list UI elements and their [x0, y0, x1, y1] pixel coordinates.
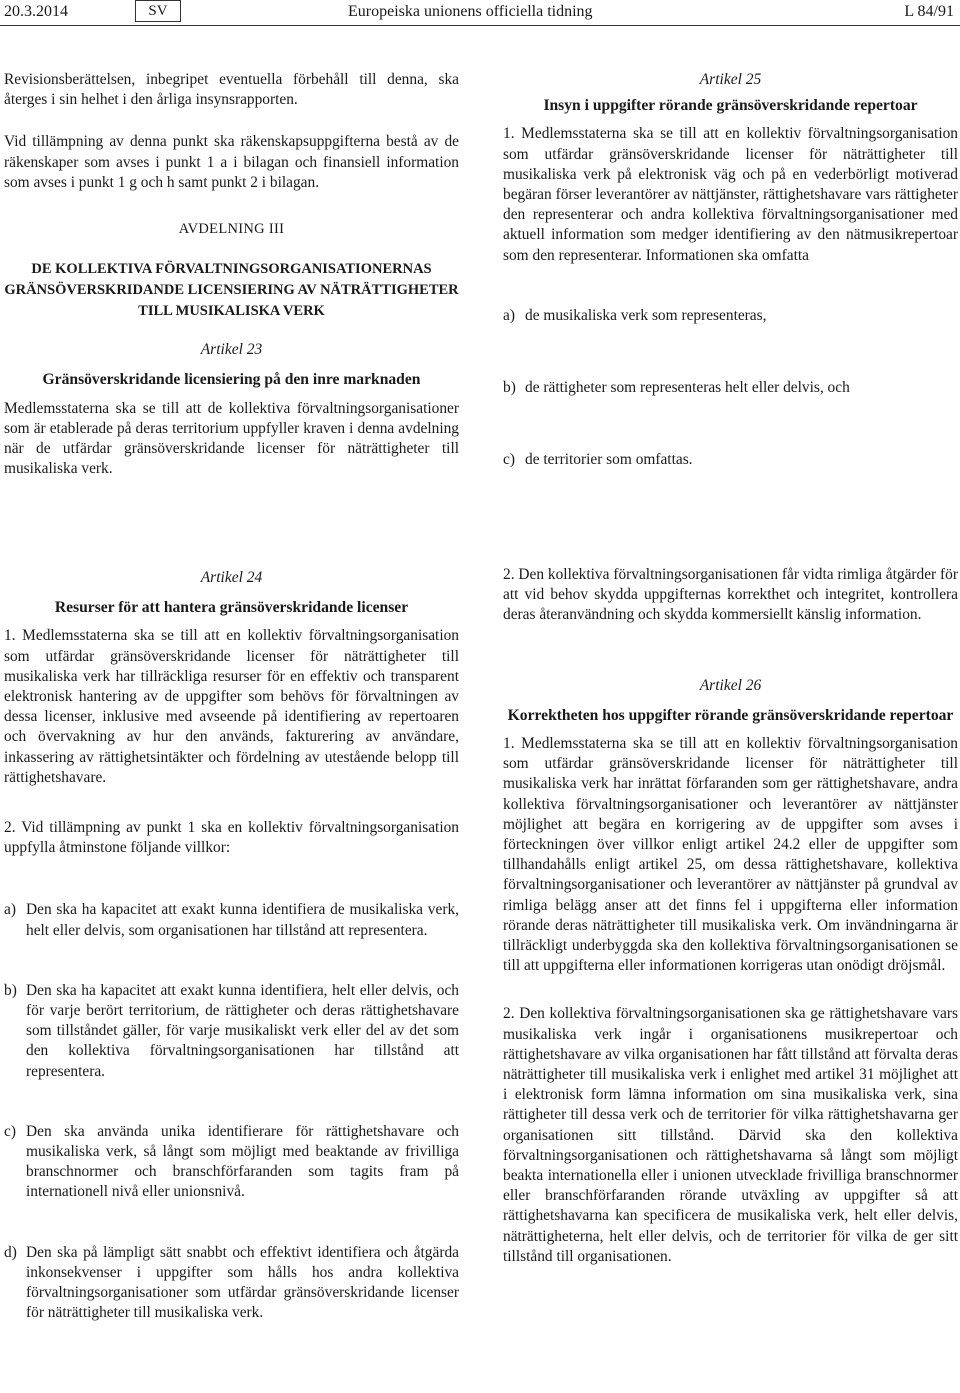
- article-title: Korrektheten hos uppgifter rörande gränsöverskridande repertoar: [507, 706, 954, 724]
- list-key: b): [503, 379, 516, 397]
- paragraph: Medlemsstaterna ska se till att de kollektiva förvaltningsorganisationer som är etablerade på deras territorium uppfyller kraven i denna avdelning när de utfärdar gränsöverskridande licenser för näträttigheter till musikaliska verk.: [4, 399, 459, 478]
- list-key: a): [503, 306, 515, 324]
- right-top-block: [503, 70, 958, 470]
- section-title: DE KOLLEKTIVA FÖRVALTNINGSORGANISATIONERNAS GRÄNSÖVERSKRIDANDE LICENSIERING AV NÄTRÄTTIGHETER TILL MUSIKALISKA VERK: [4, 261, 459, 320]
- paragraph: 1. Medlemsstaterna ska se till att en kollektiv förvaltningsorganisation som utfärdar gränsöverskridande licenser för näträttigheter till musikaliska verk på elektronisk väg och på en vederbörligt motiverad begäran förser leverantörer av nättjänster, rättighetshavare vars rättigheter den representerar och andra kollektiva förvaltningsorganisationer med aktuell information som medger identifiering av den nätmusikrepertoar som den representerar. Informationen ska omfatta: [503, 125, 958, 264]
- list-key: d): [4, 1243, 17, 1261]
- paragraph: Vid tillämpning av denna punkt ska räkenskapsuppgifterna bestå av de räkenskaper som avses i punkt 1 a i bilagan och finansiell information som avses i punkt 1 g och h samt punkt 2 i bilagan.: [4, 133, 459, 191]
- list-item: [503, 378, 958, 398]
- list-item: [4, 1122, 459, 1203]
- list-key: b): [4, 981, 17, 999]
- article-title: Resurser för att hantera gränsöverskridande licenser: [54, 599, 409, 617]
- list-text: Den ska ha kapacitet att exakt kunna identifiera de musikaliska verk, helt eller delvis, som organisationen har tillstånd att representera.: [26, 901, 459, 939]
- list-item: [503, 306, 958, 326]
- list-text: Den ska ha kapacitet att exakt kunna identifiera, helt eller delvis, och för varje berört territorium, de rättigheter och deras rättighetshavare som tillståndet gäller, för varje musikaliskt verk eller del av det som den kollektiva förvaltningsorganisationen har tillstånd att representera.: [26, 981, 459, 1080]
- paragraph: 2. Den kollektiva förvaltningsorganisationen får vidta rimliga åtgärder för att vid behov skydda uppgifternas korrekthet och integritet, kontrollera deras återanvändning och skydda kommersiellt känslig information.: [503, 566, 958, 624]
- list-text: Den ska på lämpligt sätt snabbt och effektivt identifiera och åtgärda inkonsekvenser i uppgifter som hålls hos andra kollektiva förvaltningsorganisationer som utfärdar gränsöverskridande licenser för näträttigheter till musikaliska verk.: [26, 1243, 459, 1322]
- article-label: Artikel 25: [699, 71, 762, 88]
- language-badge: SV: [135, 0, 181, 22]
- article-label: Artikel 26: [699, 676, 762, 694]
- article-title: Gränsöverskridande licensiering på den inre marknaden: [42, 371, 421, 389]
- page-number: L 84/91: [904, 3, 954, 20]
- paragraph: 2. Den kollektiva förvaltningsorganisationen ska ge rättighetshavare vars musikaliska verk ingår i organisationens musikrepertoar och rättighetshavare av vilka organisationen har fått tillstånd att förvalta deras näträttigheter till musikaliska verk i enlighet med artikel 31 möjlighet att i elektronisk form lämna information om sina musikaliska verk, sina rättigheter till dessa verk och de territorier för vilka rättighetshavarna ger organisationen sitt tillstånd. Därvid ska den kollektiva förvaltningsorganisationen och rättighetshavarna så långt som möjligt beakta internationella eller i unionen utvecklade frivilliga branschnormer eller branschförfaranden rörande utväxling av uppgifter så att rättighetshavarna kan specificera de musikaliska verk, helt eller delvis, näträttigheterna, helt eller delvis, och de territorier för vilka de ger sitt tillstånd till organisationen.: [503, 1005, 958, 1265]
- list-text: de territorier som omfattas.: [525, 451, 693, 469]
- paragraph: 2. Vid tillämpning av punkt 1 ska en kollektiv förvaltningsorganisation uppfylla åtminstone följande villkor:: [4, 819, 459, 857]
- article-label: Artikel 24: [200, 569, 263, 586]
- list-text: de rättigheter som representeras helt eller delvis, och: [525, 379, 850, 397]
- journal-title: Europeiska unionens officiella tidning: [348, 3, 593, 20]
- left-bottom-block: [4, 568, 459, 1323]
- list-text: de musikaliska verk som representeras,: [525, 306, 767, 324]
- list-key: c): [4, 1122, 16, 1140]
- list-item: [4, 900, 459, 940]
- list-item: [4, 981, 459, 1082]
- page-header: [0, 0, 960, 26]
- list-item: [4, 1243, 459, 1324]
- list-text: Den ska använda unika identifierare för rättighetshavare och musikaliska verk, så långt som möjligt med beaktande av frivilliga branschnormer och branschförfaranden som tagits fram på internationell nivå eller unionsnivå.: [26, 1122, 459, 1201]
- publication-date: 20.3.2014: [4, 3, 68, 20]
- section-number: AVDELNING III: [178, 221, 285, 238]
- article-label: Artikel 23: [200, 341, 263, 359]
- list-key: c): [503, 451, 515, 469]
- article-title: Insyn i uppgifter rörande gränsöverskridande repertoar: [543, 97, 918, 115]
- header-rule: [0, 25, 960, 26]
- list-item: [503, 450, 958, 470]
- paragraph: 1. Medlemsstaterna ska se till att en kollektiv förvaltningsorganisation som utfärdar gränsöverskridande licenser för näträttigheter till musikaliska verk har tillräckliga resurser för en effektiv och transparent elektronisk hantering av de uppgifter som behövs för förvaltningen av dessa licenser, inklusive med avseende på identifiering av repertoaren och övervakning av hur den används, fakturering av användare, inkassering av rättighetsintäkter och fördelning av utestående belopp till rättighetshavare.: [4, 627, 459, 786]
- paragraph: 1. Medlemsstaterna ska se till att en kollektiv förvaltningsorganisation som utfärdar gränsöverskridande licenser för näträttigheter till musikaliska verk har inrättat förfaranden som ger rättighetshavare, andra kollektiva förvaltningsorganisationer och leverantörer av nättjänster möjlighet att begära en korrigering av de uppgifter som avses i förteckningen över villkor enligt artikel 24.2 eller de uppgifter som tillhandahålls enligt artikel 25, om dessa rättighetshavare, kollektiva förvaltningsorganisationer och leverantörer av nättjänster på grundval av rimliga belägg anser att det finns fel i uppgifterna eller information rörande deras näträttigheter till musikaliska verk. Om invändningarna är tillräckligt underbyggda ska den kollektiva förvaltningsorganisationen se till att uppgifterna eller informationen korrigeras utan onödigt dröjsmål.: [503, 735, 958, 975]
- left-top-block: [4, 70, 459, 493]
- list-key: a): [4, 901, 16, 919]
- right-bottom-block: [503, 565, 958, 1281]
- paragraph: Revisionsberättelsen, inbegripet eventuella förbehåll till denna, ska återges i sin helhet i den årliga insynsrapporten.: [4, 71, 459, 109]
